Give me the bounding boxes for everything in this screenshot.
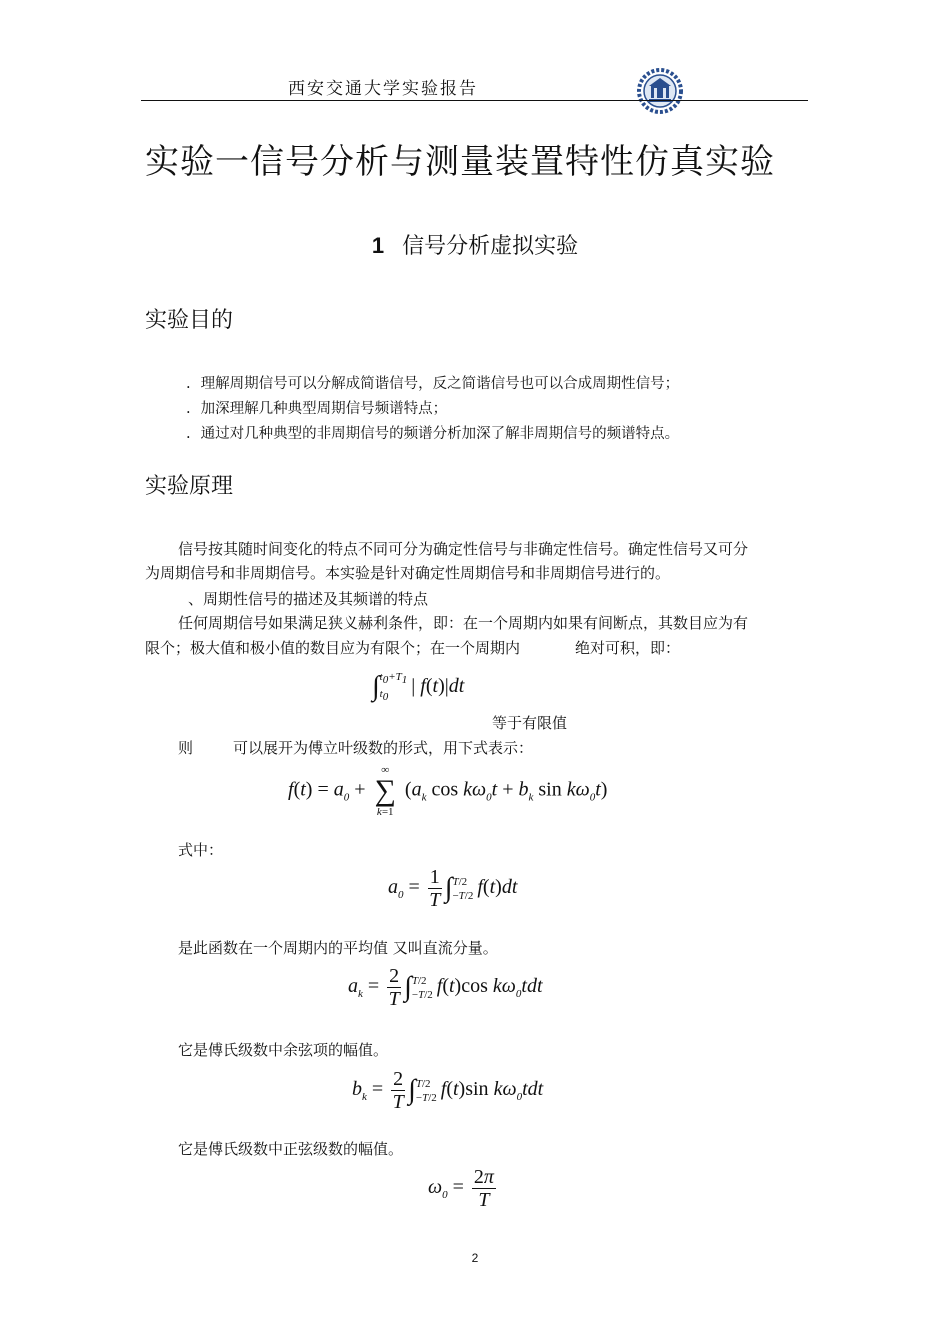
finite-text: 等于有限值 <box>492 714 568 732</box>
ak-description: 它是傅氏级数中余弦项的幅值。 <box>178 1041 389 1059</box>
list-bullet: . <box>186 426 191 442</box>
page-number: 2 <box>471 1251 479 1265</box>
paragraph-line: 信号按其随时间变化的特点不同可分为确定性信号与非确定性信号。确定性信号又可分 <box>178 540 749 558</box>
formula-a0: $a_0$ = $\frac{1}{T}$ ∫ T/2 −T/2 f(t)dt <box>388 866 518 911</box>
formula-integral-abs: ∫ $t_0+T_1$ $t_0$ | f(t)|dt <box>372 671 465 704</box>
university-logo-icon <box>637 68 683 114</box>
list-item: . 通过对几种典型的非周期信号的频谱分析加深了解非周期信号的频谱特点。 <box>186 426 680 442</box>
section-title: 信号分析虚拟实验 <box>402 234 579 259</box>
document-title: 实验一信号分析与测量装置特性仿真实验 <box>145 142 775 182</box>
a0-description: 是此函数在一个周期内的平均值 又叫直流分量。 <box>178 939 498 957</box>
section-heading <box>0 229 950 260</box>
list-item: . 理解周期信号可以分解成简谐信号，反之简谐信号也可以合成周期性信号； <box>186 376 680 392</box>
paragraph-line: 限个；极大值和极小值的数目应为有限个；在一个周期内 绝对可积，即： <box>145 639 681 657</box>
header-rule <box>141 100 808 101</box>
formula-bk: $b_k$ = $\frac{2}{T}$ ∫ T/2 −T/2 f(t)sin $k\omega_0tdt$ <box>352 1068 544 1113</box>
where-label: 式中： <box>178 841 224 859</box>
formula-fourier-series: $f(t) = a_0$ + ∞ ∑ k=1 ($a_k$ $\cos k\omega_0t + b_k$ $\sin k\omega_0t$) <box>288 764 608 818</box>
list-bullet: . <box>186 401 191 417</box>
list-bullet: . <box>186 376 191 392</box>
purpose-heading: 实验目的 <box>145 308 234 333</box>
bk-description: 它是傅氏级数中正弦级数的幅值。 <box>178 1140 404 1158</box>
header-title: 西安交通大学实验报告 <box>288 79 478 99</box>
principle-heading: 实验原理 <box>145 474 234 499</box>
section-number: 1 <box>371 233 385 258</box>
subheading: 、周期性信号的描述及其频谱的特点 <box>188 590 429 608</box>
formula-omega0: $\omega_0$ = $\frac{2\pi}{T}$ <box>428 1166 494 1211</box>
paragraph-line: 任何周期信号如果满足狭义赫利条件，即：在一个周期内如果有间断点，其数目应为有 <box>178 614 749 632</box>
paragraph-line: 则 可以展开为傅立叶级数的形式，用下式表示： <box>178 739 534 757</box>
formula-ak: $a_k$ = $\frac{2}{T}$ ∫ T/2 −T/2 f(t)cos $k\omega_0tdt$ <box>348 965 543 1010</box>
paragraph-line: 为周期信号和非周期信号。本实验是针对确定性周期信号和非周期信号进行的。 <box>145 564 671 582</box>
list-item: . 加深理解几种典型周期信号频谱特点； <box>186 401 448 417</box>
